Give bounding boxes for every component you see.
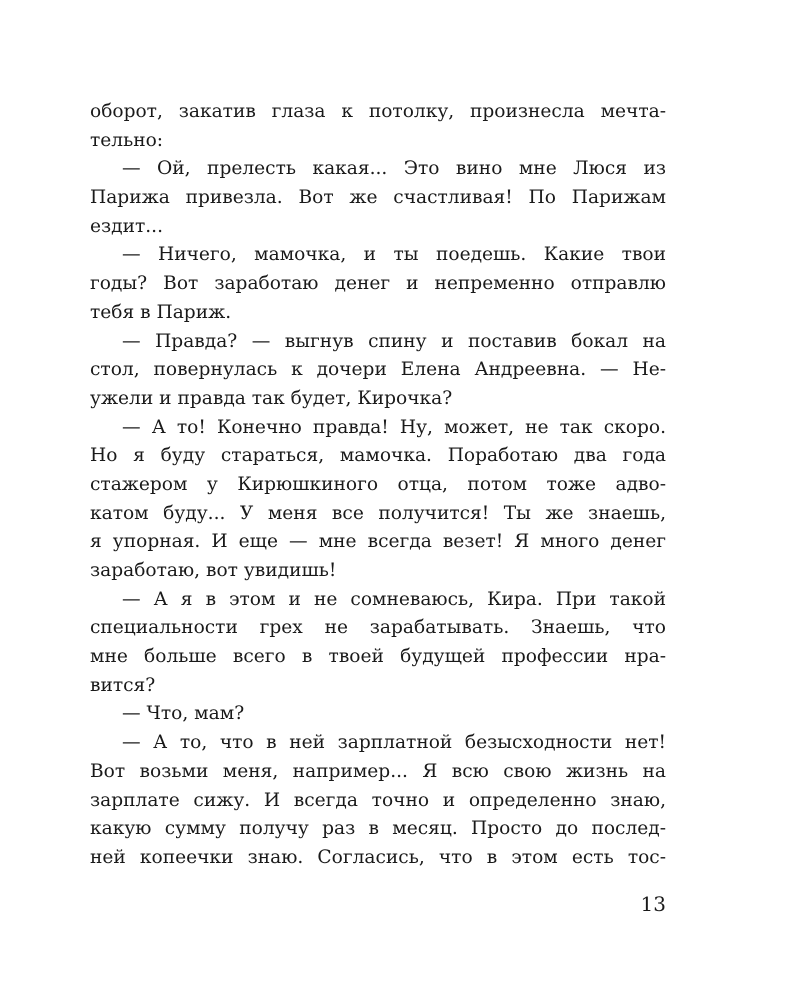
- text-line: ней копеечки знаю. Согласись, что в этом есть тос-: [90, 846, 666, 868]
- text-line: специальности грех не зарабатывать. Знаешь, что: [90, 617, 666, 639]
- text-line: ужели и правда так будет, Кирочка?: [90, 387, 453, 409]
- text-line: Парижа привезла. Вот же счастливая! По Парижам: [90, 187, 666, 209]
- text-line: — Ой, прелесть какая... Это вино мне Люся из: [122, 158, 666, 180]
- text-line: — Правда? — выгнув спину и поставив бокал на: [122, 330, 666, 352]
- text-line: какую сумму получу раз в месяц. Просто до послед-: [90, 818, 666, 840]
- text-line: — А то! Конечно правда! Ну, может, не так скоро.: [122, 416, 666, 438]
- text-line: — А я в этом и не сомневаюсь, Кира. При такой: [122, 588, 666, 610]
- text-line: я упорная. И еще — мне всегда везет! Я много денег: [90, 531, 666, 553]
- text-line: Но я буду стараться, мамочка. Поработаю два года: [90, 445, 666, 467]
- body-text: [90, 98, 666, 873]
- text-line: — Ничего, мамочка, и ты поедешь. Какие твои: [122, 244, 666, 266]
- text-line: Вот возьми меня, например... Я всю свою жизнь на: [90, 760, 666, 782]
- text-line: годы? Вот заработаю денег и непременно отправлю: [90, 273, 666, 295]
- text-line: стол, повернулась к дочери Елена Андреевна. — Не-: [90, 359, 666, 381]
- text-line: вится?: [90, 674, 156, 696]
- text-line: — Что, мам?: [122, 703, 245, 725]
- page-number: 13: [640, 892, 666, 916]
- text-line: тельно:: [90, 129, 164, 151]
- text-line: оборот, закатив глаза к потолку, произнесла мечта-: [90, 101, 666, 122]
- text-line: тебя в Париж.: [90, 301, 232, 323]
- text-line: зарплате сижу. И всегда точно и определенно знаю,: [90, 789, 666, 811]
- text-line: заработаю, вот увидишь!: [90, 560, 337, 581]
- text-line: мне больше всего в твоей будущей профессии нра-: [90, 646, 666, 668]
- text-line: стажером у Кирюшкиного отца, потом тоже адво-: [90, 473, 666, 495]
- text-line: ездит...: [90, 215, 164, 237]
- text-line: катом буду... У меня все получится! Ты же знаешь,: [90, 502, 666, 524]
- text-line: — А то, что в ней зарплатной безысходности нет!: [122, 732, 666, 754]
